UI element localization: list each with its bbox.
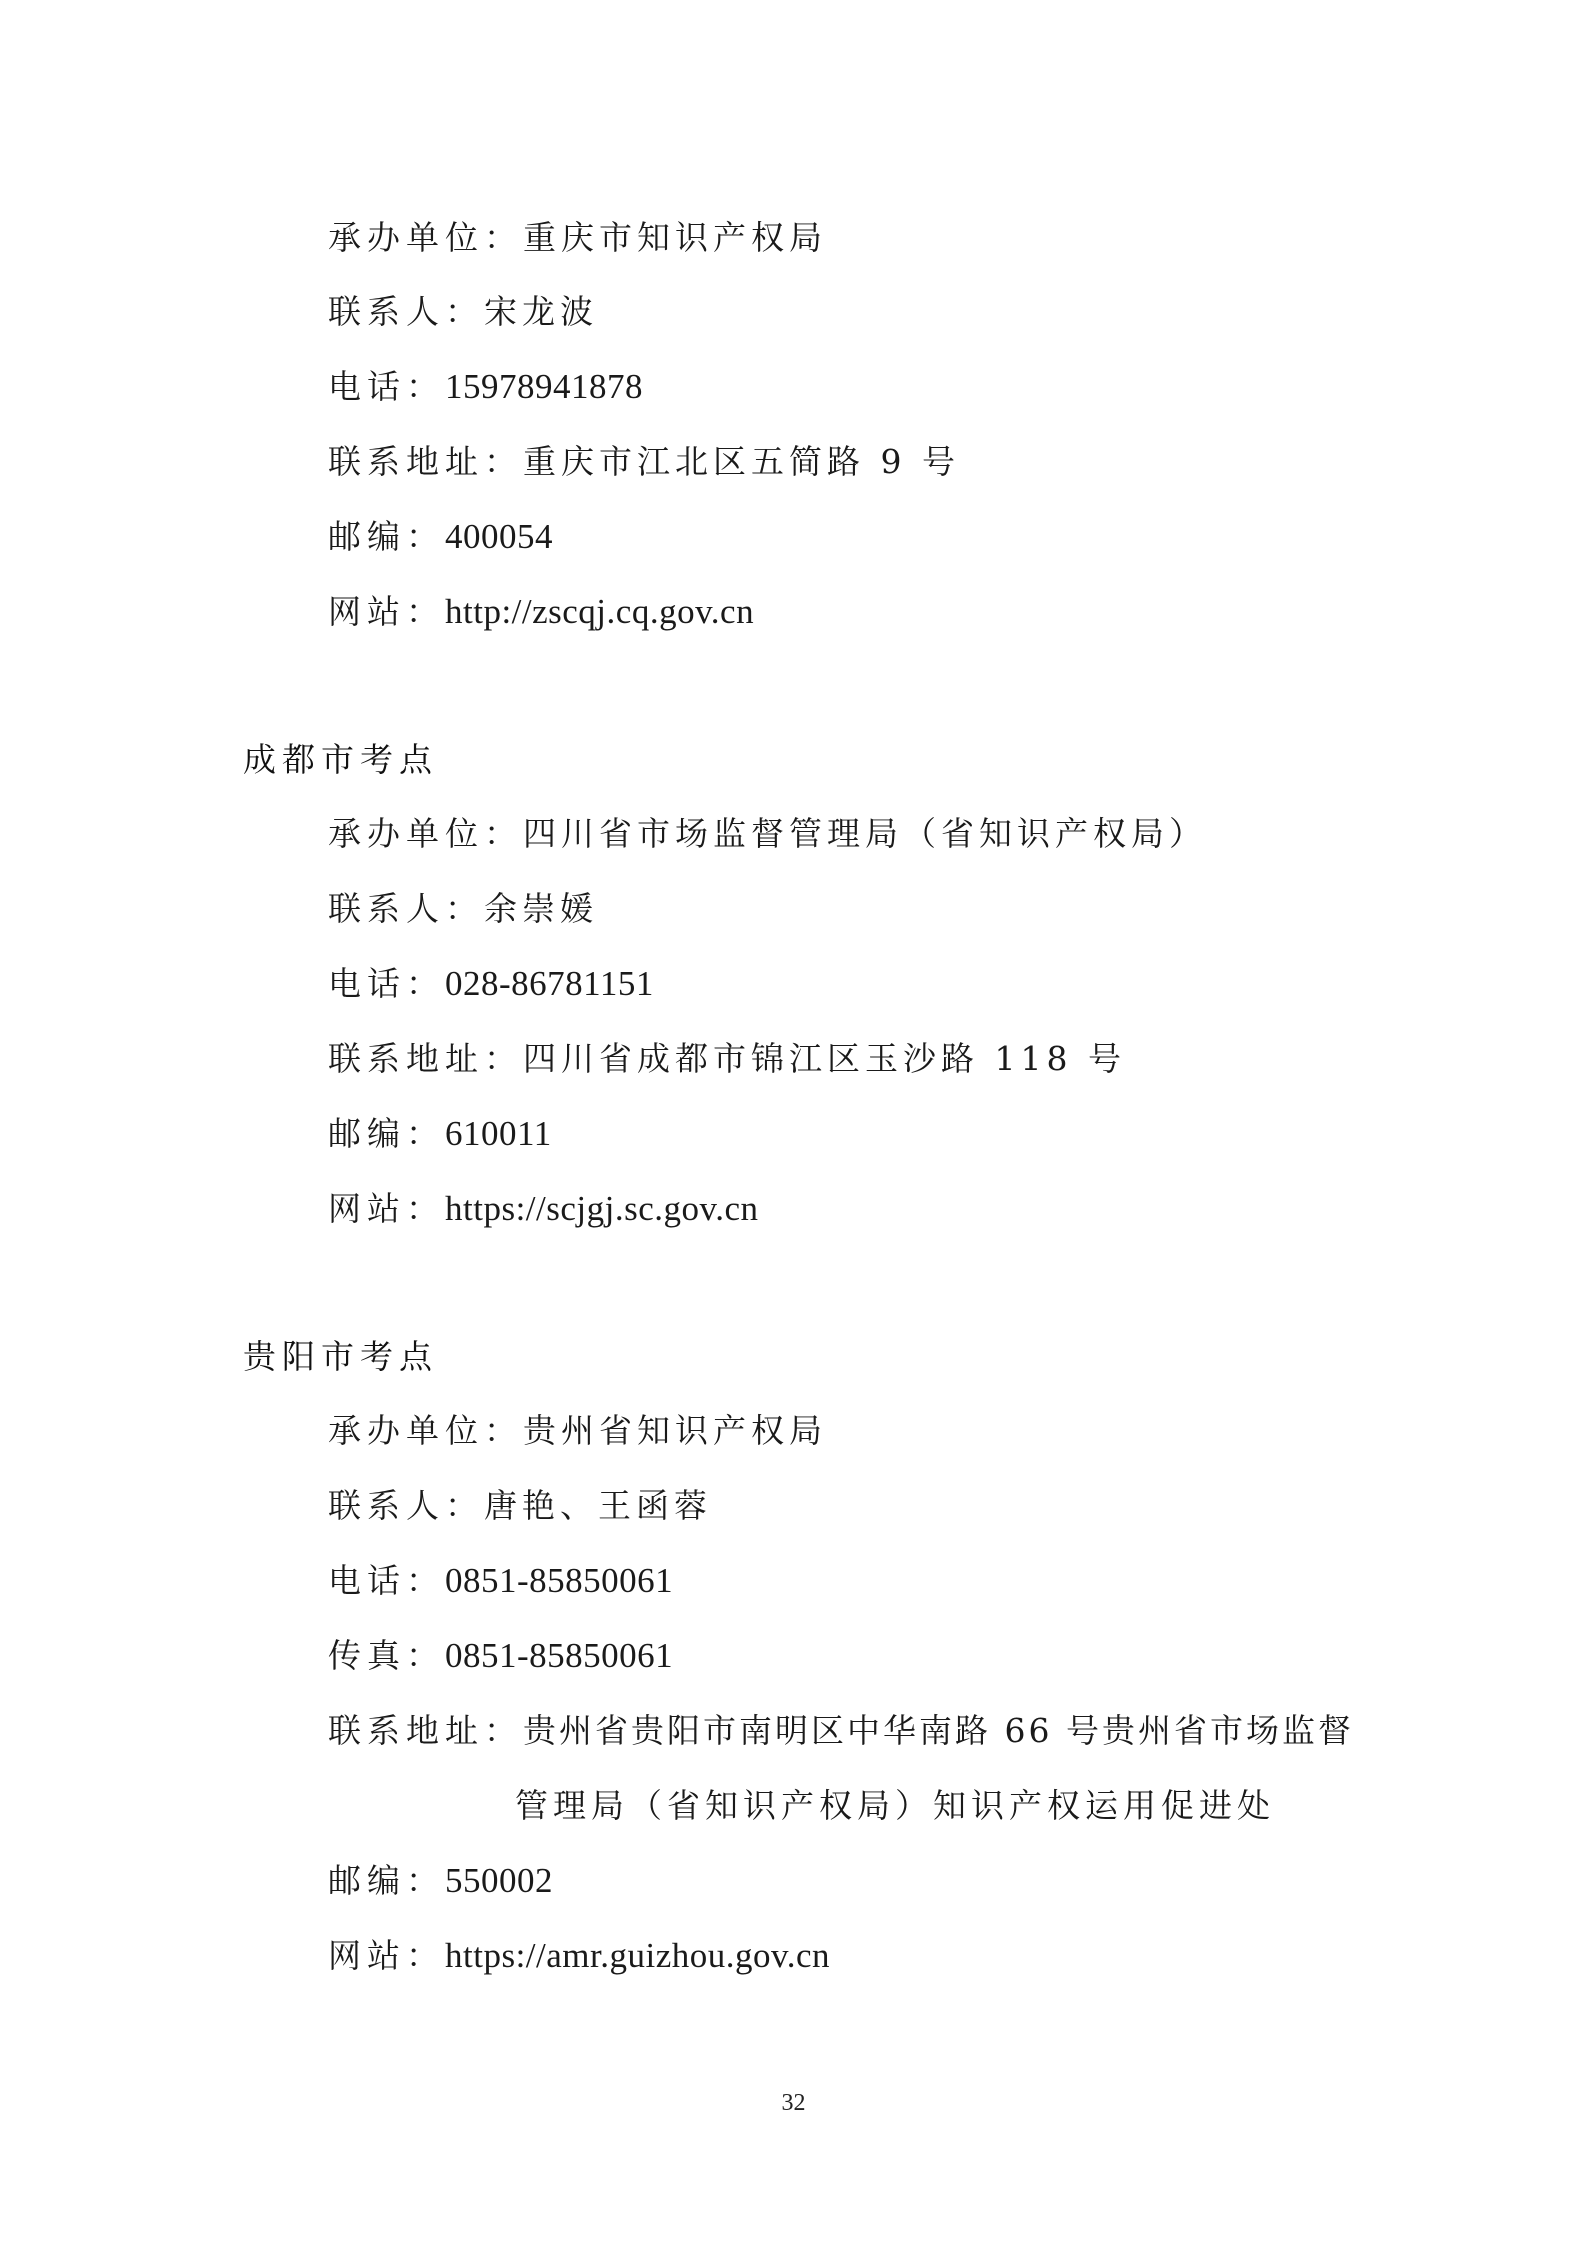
row-label: 电话： — [328, 367, 445, 406]
row-contact-person — [328, 292, 598, 332]
row-value: 重庆市知识产权局 — [523, 218, 827, 257]
row-value: 贵州省知识产权局 — [523, 1411, 827, 1450]
row-label: 联系地址： — [328, 442, 523, 481]
row-label: 传真： — [328, 1636, 445, 1675]
row-label: 联系人： — [328, 889, 484, 928]
row-website — [328, 1936, 830, 1976]
row-phone — [328, 964, 654, 1004]
row-label: 网站： — [328, 1189, 445, 1228]
row-contact-person — [328, 889, 598, 929]
row-label: 联系地址： — [328, 1039, 523, 1078]
row-website — [328, 1189, 759, 1229]
row-value: 余崇媛 — [484, 889, 598, 928]
row-value: 15978941878 — [445, 367, 643, 406]
row-label: 邮编： — [328, 517, 445, 556]
row-postcode — [328, 1114, 552, 1154]
row-value: 重庆市江北区五简路 9 号 — [523, 442, 960, 481]
row-website — [328, 592, 754, 632]
row-website-link[interactable]: https://scjgj.sc.gov.cn — [445, 1189, 759, 1228]
row-label: 承办单位： — [328, 218, 523, 257]
row-contact-person — [328, 1486, 712, 1526]
row-fax — [328, 1636, 673, 1676]
row-organizer — [328, 1411, 827, 1451]
row-label: 电话： — [328, 964, 445, 1003]
row-value: 宋龙波 — [484, 292, 598, 331]
row-organizer — [328, 814, 1207, 854]
row-value: 0851-85850061 — [445, 1561, 674, 1600]
row-label: 邮编： — [328, 1861, 445, 1900]
row-address — [328, 1039, 1126, 1079]
row-value: 唐艳、王函蓉 — [484, 1486, 712, 1525]
row-label: 承办单位： — [328, 1411, 523, 1450]
row-value: 550002 — [445, 1861, 553, 1900]
section-heading-guiyang: 贵阳市考点 — [243, 1337, 438, 1376]
row-address — [328, 1711, 1354, 1751]
row-value: 610011 — [445, 1114, 552, 1153]
row-label: 电话： — [328, 1561, 445, 1600]
row-label: 邮编： — [328, 1114, 445, 1153]
row-phone — [328, 367, 643, 407]
row-address — [328, 442, 960, 482]
row-website-link[interactable]: https://amr.guizhou.gov.cn — [445, 1936, 830, 1975]
row-website-link[interactable]: http://zscqj.cq.gov.cn — [445, 592, 755, 631]
row-organizer — [328, 218, 827, 258]
row-postcode — [328, 517, 553, 557]
row-value: 四川省市场监督管理局（省知识产权局） — [523, 814, 1207, 853]
row-postcode — [328, 1861, 553, 1901]
row-value: 四川省成都市锦江区玉沙路 118 号 — [523, 1039, 1126, 1078]
row-address-continuation: 管理局（省知识产权局）知识产权运用促进处 — [515, 1786, 1275, 1825]
page-number: 32 — [781, 2090, 806, 2116]
row-label: 联系人： — [328, 292, 484, 331]
row-label: 承办单位： — [328, 814, 523, 853]
section-heading-chengdu: 成都市考点 — [243, 740, 438, 779]
row-value: 028-86781151 — [445, 964, 654, 1003]
row-value: 0851-85850061 — [445, 1636, 674, 1675]
row-label: 网站： — [328, 592, 445, 631]
row-label: 联系地址： — [328, 1711, 523, 1750]
row-value: 400054 — [445, 517, 553, 556]
row-label: 网站： — [328, 1936, 445, 1975]
row-value: 贵州省贵阳市南明区中华南路 66 号贵州省市场监督 — [523, 1711, 1354, 1750]
row-label: 联系人： — [328, 1486, 484, 1525]
row-phone — [328, 1561, 673, 1601]
